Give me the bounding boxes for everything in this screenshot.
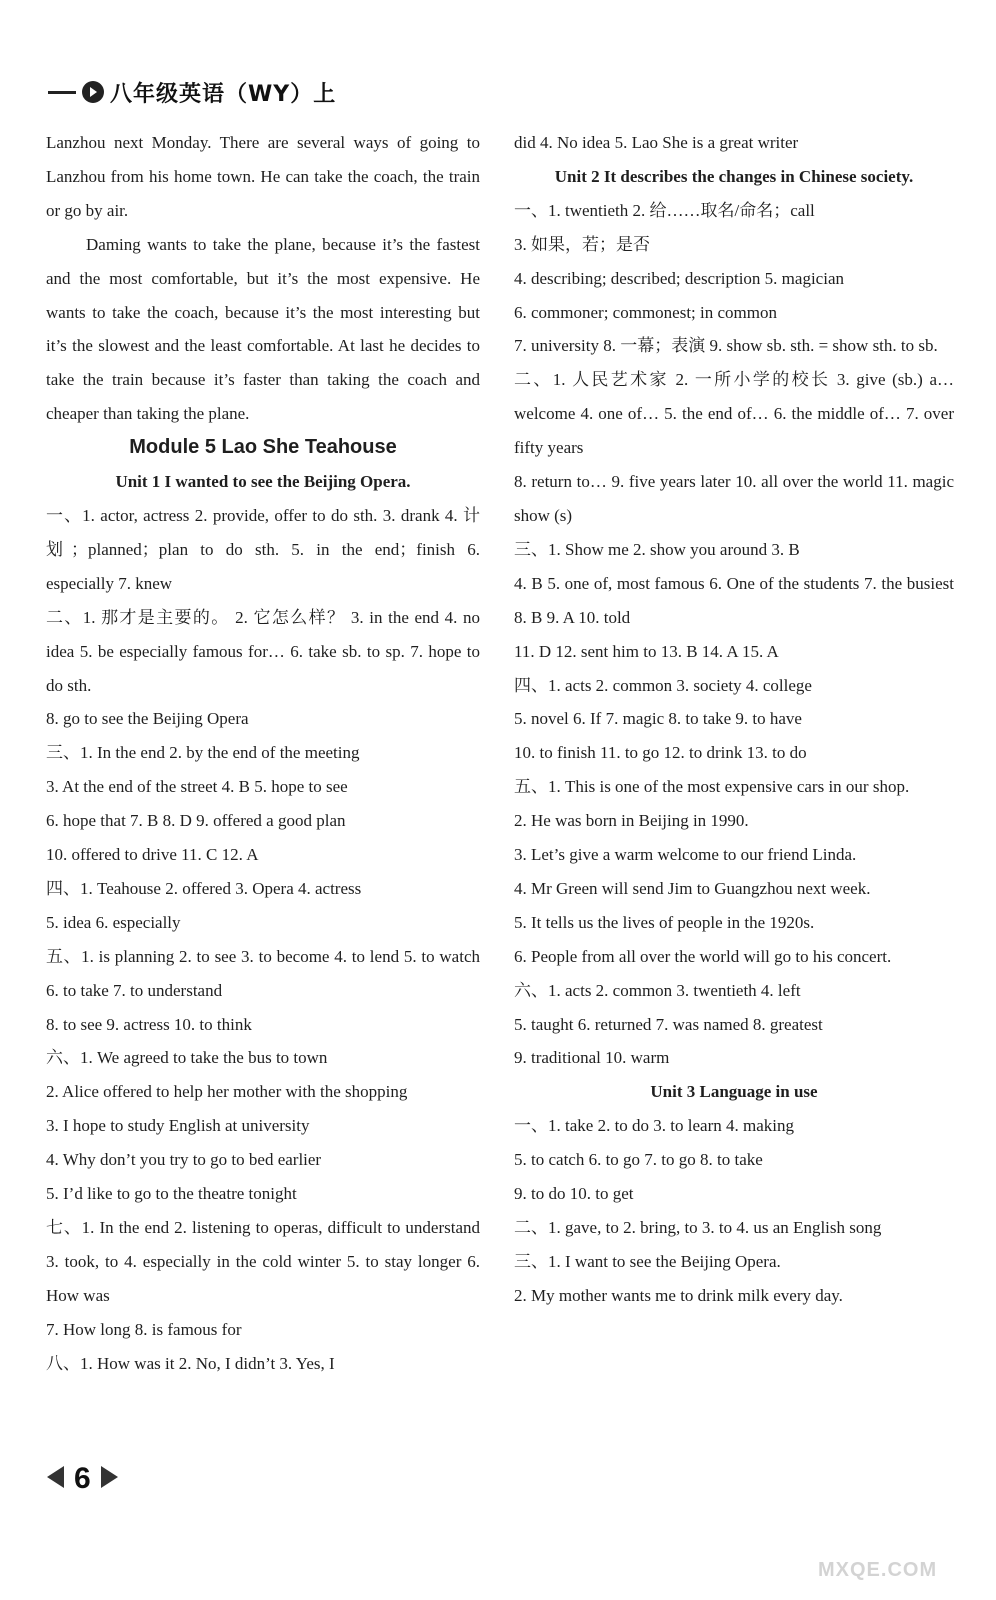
answer-line: 六、1. acts 2. common 3. twentieth 4. left [514,980,801,1000]
answer-line: 4. Mr Green will send Jim to Guangzhou next week. [514,878,871,898]
right-triangle-icon [99,1464,121,1495]
answer-line: 5. to catch 6. to go 7. to go 8. to take [514,1150,763,1170]
arrow-icon [82,81,104,103]
answer-line: 四、1. Teahouse 2. offered 3. Opera 4. actress [46,878,362,898]
answer-line: 2. He was born in Beijing in 1990. [514,811,749,831]
answer-line: 10. offered to drive 11. C 12. A [46,845,259,865]
unit-1-heading: Unit 1 I wanted to see the Beijing Opera. [115,472,411,492]
answer-line: 八、1. How was it 2. No, I didn’t 3. Yes, I [46,1353,335,1373]
answer-line: 5. idea 6. especially [46,912,181,932]
answer-line: 4. Why don’t you try to go to bed earlier [46,1150,322,1170]
page-header [48,76,336,108]
left-column [46,126,480,1381]
right-column [514,126,954,1313]
answer-line: 5. It tells us the lives of people in the 1920s. [514,912,815,932]
answer-line: 二、1. gave, to 2. bring, to 3. to 4. us an English song [514,1218,882,1237]
page-number: 6 [74,1462,91,1495]
answer-line: 7. How long 8. is famous for [46,1319,242,1339]
answer-line: 5. novel 6. If 7. magic 8. to take 9. to have [514,709,802,729]
answer-line: 8. go to see the Beijing Opera [46,709,249,729]
watermark-logo [818,1506,968,1586]
answer-line: 五、1. is planning 2. to see 3. to become 4. to lend 5. to watch 6. to take 7. to understand [46,946,480,1000]
answer-line: 6. commoner; commonest; in common [514,302,777,322]
passage-paragraph-1: Lanzhou next Monday. There are several ways of going to Lanzhou from his home town. He can take the coach, the train or go by air. [46,133,480,220]
answer-line: 11. D 12. sent him to 13. B 14. A 15. A [514,641,779,661]
answer-line: 3. I hope to study English at university [46,1116,310,1136]
answer-line: 8. return to… 9. five years later 10. all over the world 11. magic show (s) [514,472,954,525]
answer-line: 8. to see 9. actress 10. to think [46,1014,252,1034]
answer-line: did 4. No idea 5. Lao She is a great writer [514,133,799,152]
header-rule [48,91,76,94]
answer-line: 一、1. actor, actress 2. provide, offer to do sth. 3. drank 4. 计划；planned；plan to do sth. 5. in the end；finish 6. especially 7. knew [46,505,480,593]
page-footer [44,1462,121,1496]
answer-line: 二、1. 那才是主要的。 2. 它怎么样？ 3. in the end 4. no idea 5. be especially famous for… 6. take sb. to sp. 7. hope to do sth. [46,607,480,695]
header-title: 八年级英语（WY）上 [110,81,337,107]
answer-line: 9. traditional 10. warm [514,1048,670,1068]
answer-line: 6. hope that 7. B 8. D 9. offered a good plan [46,811,346,831]
answer-line: 2. My mother wants me to drink milk every day. [514,1285,843,1305]
answer-line: 6. People from all over the world will go to his concert. [514,946,892,966]
answer-line: 5. taught 6. returned 7. was named 8. greatest [514,1014,823,1034]
module-heading: Module 5 Lao She Teahouse [129,436,397,459]
answer-line: 5. I’d like to go to the theatre tonight [46,1184,297,1204]
watermark-text: MXQE.COM [818,1559,938,1581]
answer-line: 10. to finish 11. to go 12. to drink 13. to do [514,743,807,763]
unit-3-heading: Unit 3 Language in use [650,1082,818,1102]
answer-line: 三、1. Show me 2. show you around 3. B [514,539,800,559]
answer-line: 7. university 8. 一幕；表演 9. show sb. sth. = show sth. to sb. [514,336,938,356]
answer-line: 二、1. 人民艺术家 2. 一所小学的校长 3. give (sb.) a… welcome 4. one of… 5. the end of… 6. the middle of… 7. over fifty years [514,370,954,458]
answer-line: 4. describing; described; description 5. magician [514,268,844,288]
left-triangle-icon [44,1464,66,1495]
passage-paragraph-2: Daming wants to take the plane, because it’s the fastest and the most comfortable, but it’s the most expensive. He wants to take the coach, because it’s the most interesting but it’s the slowest and the least comfortable. At last he decides to take the train because it’s faster than taking the coach and cheaper than taking the plane. [46,234,480,424]
answer-line: 3. Let’s give a warm welcome to our friend Linda. [514,845,857,865]
answer-line: 六、1. We agreed to take the bus to town [46,1048,328,1068]
answer-line: 一、1. twentieth 2. 给……取名/命名；call [514,200,815,220]
answer-line: 三、1. In the end 2. by the end of the meeting [46,743,360,763]
answer-line: 3. 如果，若；是否 [514,234,650,254]
answer-line: 一、1. take 2. to do 3. to learn 4. making [514,1116,794,1136]
answer-line: 3. At the end of the street 4. B 5. hope to see [46,777,348,797]
answer-line: 三、1. I want to see the Beijing Opera. [514,1251,781,1271]
answer-line: 七、1. In the end 2. listening to operas, difficult to understand 3. took, to 4. especially in the cold winter 5. to stay longer 6. How was [46,1218,480,1305]
answer-line: 2. Alice offered to help her mother with the shopping [46,1082,408,1102]
answer-line: 9. to do 10. to get [514,1184,634,1204]
answer-line: 四、1. acts 2. common 3. society 4. college [514,675,812,695]
answer-line: 4. B 5. one of, most famous 6. One of the students 7. the busiest 8. B 9. A 10. told [514,573,954,627]
answer-line: 五、1. This is one of the most expensive cars in our shop. [514,777,910,797]
unit-2-heading: Unit 2 It describes the changes in Chinese society. [554,166,914,186]
